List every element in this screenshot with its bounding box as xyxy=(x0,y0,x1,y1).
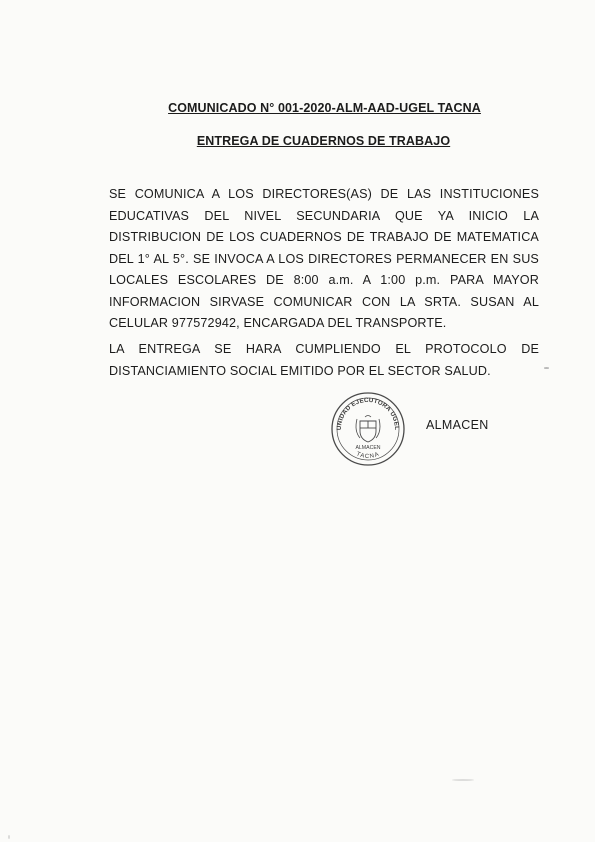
coat-of-arms-icon xyxy=(356,416,380,443)
scan-speck xyxy=(8,835,10,839)
document-title: COMUNICADO N° 001-2020-ALM-AAD-UGEL TACNA xyxy=(168,101,481,115)
document-subtitle: ENTREGA DE CUADERNOS DE TRABAJO xyxy=(196,134,451,148)
seal-inner-text: ALMACEN xyxy=(355,445,381,451)
almacen-seal-stamp xyxy=(330,391,406,467)
seal-ring-text: UNIDAD EJECUTORA UGEL xyxy=(335,396,401,431)
body-paragraph-2: LA ENTREGA SE HARA CUMPLIENDO EL PROTOCOLO DE DISTANCIAMIENTO SOCIAL EMITIDO POR EL SECTOR SALUD. xyxy=(109,342,539,378)
seal-bottom-text: TACNA xyxy=(355,451,381,461)
body-paragraph-1: SE COMUNICA A LOS DIRECTORES(AS) DE LAS INSTITUCIONES EDUCATIVAS DEL NIVEL SECUNDARIA QUE YA INICIO LA DISTRIBUCION DE LOS CUADERNOS DE TRABAJO DE MATEMATICA DEL 1° AL 5°. SE INVOCA A LOS DIRECTORES PERMANECER EN SUS LOCALES ESCOLARES DE 8:00 a.m. A 1:00 p.m. PARA MAYOR INFORMACION SIRVASE COMUNICAR CON LA SRTA. SUSAN AL CELULAR 977572942, ENCARGADA DEL TRANSPORTE. xyxy=(109,187,539,330)
scan-speck xyxy=(452,779,474,781)
scan-speck xyxy=(544,367,549,369)
signature-label: ALMACEN xyxy=(426,418,489,432)
